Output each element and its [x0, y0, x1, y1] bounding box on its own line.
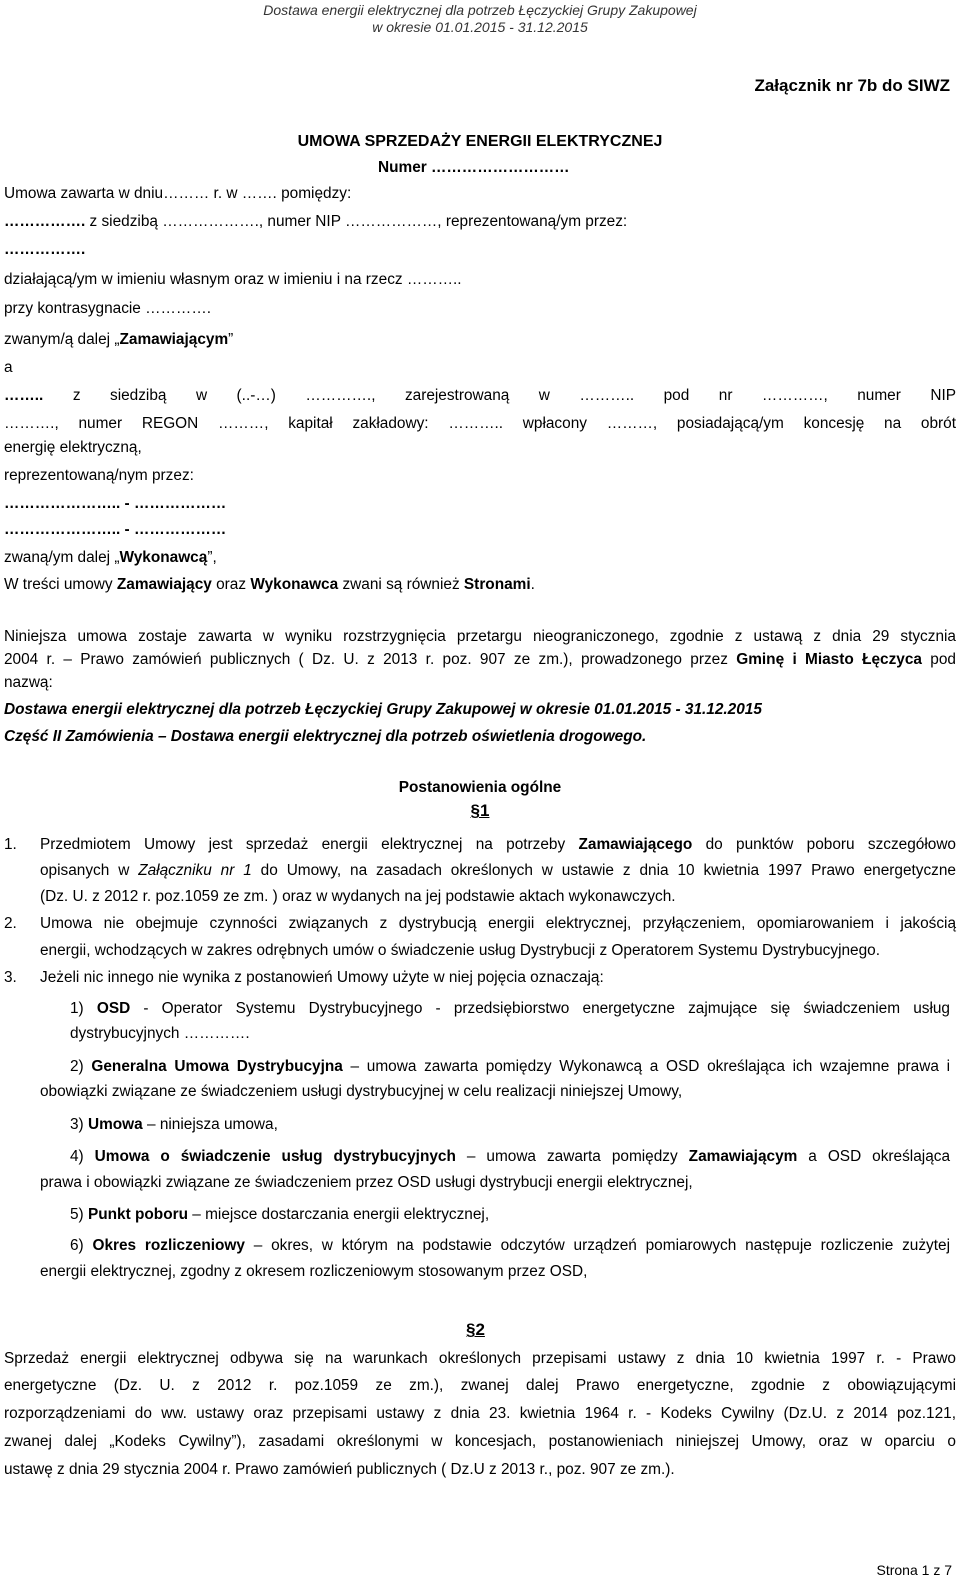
- intro-line-10: energię elektryczną,: [4, 439, 142, 456]
- zwana-text: zwaną/ym dalej „: [4, 549, 120, 566]
- section2-line-2: energetyczne (Dz. U. z 2012 r. poz.1059 ze zm.), zwanej dalej Prawo energetyczne, zgodnie z obowiązującymi: [4, 1377, 956, 1394]
- def-3-num: 3): [70, 1116, 88, 1133]
- definition-4-line-2: prawa i obowiązki związane ze świadczeniem przez OSD usługi dystrybucji energii elektrycznej,: [40, 1174, 693, 1191]
- party2-details: z siedzibą w (..-…) …………., zarejestrowaną w ……….. pod nr …………, numer NIP: [72, 387, 957, 404]
- section2-line-3: rozporządzeniami do ww. ustawy oraz przepisami ustawy z dnia 23. kwietnia 1964 r. - Kodeks Cywilny (Dz.U. z 2014 poz.121,: [4, 1405, 956, 1422]
- def-4-text-a: – umowa zawarta pomiędzy: [455, 1148, 689, 1165]
- intro-line-3: [4, 240, 956, 260]
- item-1-number: 1.: [4, 836, 17, 853]
- def-2-term: Generalna Umowa Dystrybucyjna: [91, 1058, 343, 1075]
- running-header-line1: Dostawa energii elektrycznej dla potrzeb Łęczyckiej Grupy Zakupowej: [263, 2, 697, 18]
- quote-close-2: ”,: [207, 549, 217, 566]
- definition-3: [70, 1115, 960, 1135]
- def-5-term: Punkt poboru: [87, 1206, 188, 1223]
- intro-line-11: reprezentowaną/nym przez:: [4, 467, 194, 484]
- definition-1-line-1: [40, 999, 950, 1019]
- paragraph-2-symbol-text: §2: [466, 1320, 485, 1339]
- def-4-num: 4): [70, 1148, 95, 1165]
- definition-6-line-2: energii elektrycznej, zgodny z okresem rozliczeniowym stosowanym przez OSD,: [40, 1263, 588, 1280]
- definition-1-line-2: dystrybucyjnych ………….: [70, 1025, 250, 1042]
- def-6-text: – okres, w którym na podstawie odczytów urządzeń pomiarowych następuje rozliczenie zużytej: [244, 1237, 950, 1254]
- definition-4-line-1: [40, 1147, 950, 1167]
- period: .: [530, 576, 535, 593]
- def-1-num: 1): [70, 1000, 97, 1017]
- paragraph-2-symbol: [466, 1320, 526, 1340]
- basis-pod: pod: [921, 651, 956, 668]
- item-1-text-c: do punktów poboru szczegółowo: [692, 836, 956, 853]
- attachment-ref: Załączniku nr 1: [138, 862, 252, 879]
- page-number: Strona 1 z 7: [876, 1562, 952, 1578]
- item-1-text-a: Przedmiotem Umowy jest sprzedaż energii elektrycznej na potrzeby: [40, 836, 579, 853]
- def-4-term-2: Zamawiającym: [688, 1148, 798, 1165]
- contract-title-text: UMOWA SPRZEDAŻY ENERGII ELEKTRYCZNEJ: [297, 133, 663, 150]
- section2-line-4: zwanej dalej „Kodeks Cywilny”), zasadami określonymi w koncesjach, postanowieniach niniejszej Umowy, oraz w oparciu o: [4, 1433, 956, 1450]
- item-3-line-1: Jeżeli nic innego nie wynika z postanowień Umowy użyte w niej pojęcia oznaczają:: [40, 969, 604, 986]
- section2-line-5: ustawę z dnia 29 stycznia 2004 r. Prawo zamówień publicznych ( Dz.U z 2013 r., poz. 907 ze zm.).: [4, 1461, 675, 1478]
- tender-part: Część II Zamówienia – Dostawa energii elektrycznej dla potrzeb oświetlenia drogowego.: [4, 728, 647, 745]
- zamawiajacym-term: Zamawiającym: [119, 331, 229, 348]
- basis-line-1: Niniejsza umowa zostaje zawarta w wyniku rozstrzygnięcia przetargu nieograniczonego, zgodnie z ustawą z dnia 29 stycznia: [4, 628, 956, 645]
- intro-line-13: [4, 520, 956, 540]
- item-1-line-1: [40, 835, 956, 855]
- paragraph-1-symbol: [0, 801, 960, 821]
- def-6-num: 6): [70, 1237, 93, 1254]
- party1-rep: …………….: [4, 241, 86, 258]
- item-1-text-d: opisanych w: [40, 862, 139, 879]
- party1-details: z siedzibą ………………., numer NIP ………………, reprezentowaną/ym przez:: [89, 213, 628, 230]
- basis-line-2: [4, 650, 956, 670]
- general-heading-text: Postanowienia ogólne: [398, 779, 562, 796]
- def-6-term: Okres rozliczeniowy: [92, 1237, 245, 1254]
- def-3-term: Umowa: [87, 1116, 143, 1133]
- definition-2-line-1: [40, 1057, 950, 1077]
- wykonawca-term: Wykonawcą: [119, 549, 208, 566]
- party2-rep-2: ………………….. - ………………: [4, 521, 227, 538]
- item-1-text-e: do Umowy, na zasadach określonych w ustawie z dnia 10 kwietnia 1997 Prawo energetyczne: [251, 862, 956, 879]
- definition-5: [70, 1205, 960, 1225]
- party1-name: …………….: [4, 213, 90, 230]
- intro-line-12: [4, 494, 956, 514]
- party2-name: ……..: [4, 387, 73, 404]
- def-4-text-b: a OSD określająca: [797, 1148, 951, 1165]
- def-2-text: – umowa zawarta pomiędzy Wykonawcą a OSD określająca ich wzajemne prawa i: [342, 1058, 950, 1075]
- intro-line-6: [4, 330, 956, 350]
- definition-6-line-1: [40, 1236, 950, 1256]
- general-heading: [0, 778, 960, 798]
- intro-line-2: [4, 212, 956, 232]
- item-2-number: 2.: [4, 915, 17, 932]
- intro-line-4: działającą/ym w imieniu własnym oraz w imieniu i na rzecz ………..: [4, 271, 462, 288]
- basis-line-3: nazwą:: [4, 674, 53, 691]
- attachment-label: Załącznik nr 7b do SIWZ: [754, 76, 950, 95]
- def-5-num: 5): [70, 1206, 88, 1223]
- stronami-text-3: zwani są również: [338, 576, 464, 593]
- party2-rep-1: ………………….. - ………………: [4, 495, 227, 512]
- basis-text: 2004 r. – Prawo zamówień publicznych ( Dz. U. z 2013 r. poz. 907 ze zm.), prowadzonego przez: [4, 651, 737, 668]
- contract-number: [378, 158, 678, 178]
- def-1-text: - Operator Systemu Dystrybucyjnego - przedsiębiorstwo energetyczne zajmujące się świadczeniem usług: [130, 1000, 950, 1017]
- intro-line-5: przy kontrasygnacie ………….: [4, 300, 211, 317]
- item-1-term: Zamawiającego: [578, 836, 693, 853]
- item-3-number: 3.: [4, 969, 17, 986]
- zamawiajacy-term: Zamawiający: [116, 576, 212, 593]
- paragraph-1-symbol-text: §1: [470, 801, 490, 820]
- item-2-line-1: Umowa nie obejmuje czynności związanych z dystrybucją energii elektrycznej, przyłączeniem, opomiarowaniem i jakością: [40, 915, 956, 932]
- item-1-line-3: (Dz. U. z 2012 r. poz.1059 ze zm. ) oraz w wydanych na jej podstawie aktach wykonawczych.: [40, 888, 676, 905]
- zwanym-text: zwanym/ą dalej „: [4, 331, 120, 348]
- def-5-text: – miejsce dostarczania energii elektrycznej,: [188, 1206, 490, 1223]
- tender-title: Dostawa energii elektrycznej dla potrzeb Łęczyckiej Grupy Zakupowej w okresie 01.01.2015 - 31.12.2015: [4, 701, 762, 718]
- def-3-text: – niniejsza umowa,: [142, 1116, 278, 1133]
- def-2-num: 2): [70, 1058, 92, 1075]
- intro-line-1: Umowa zawarta w dniu……… r. w ……. pomiędzy:: [4, 185, 352, 202]
- contract-number-text: Numer ………………………: [378, 159, 570, 176]
- wykonawca-term-2: Wykonawca: [250, 576, 339, 593]
- item-1-line-2: [40, 861, 956, 881]
- intro-line-15: [4, 575, 956, 595]
- stronami-term: Stronami: [463, 576, 531, 593]
- intro-line-8: [4, 386, 956, 406]
- def-1-term: OSD: [96, 1000, 131, 1017]
- def-4-term: Umowa o świadczenie usług dystrybucyjnych: [94, 1148, 456, 1165]
- gmina-name: Gminę i Miasto Łęczyca: [736, 651, 922, 668]
- item-2-line-2: energii, wchodzących w zakres odrębnych umów o świadczenie usług Dystrybucji z Operatorem Systemu Dystrybucyjnego.: [40, 942, 880, 959]
- intro-line-7: a: [4, 359, 13, 376]
- definition-2-line-2: obowiązki związane ze świadczeniem usługi dystrybucyjnej w celu realizacji niniejszej Umowy,: [40, 1083, 683, 1100]
- intro-line-14: [4, 548, 956, 568]
- stronami-text-1: W treści umowy: [4, 576, 117, 593]
- contract-title: [4, 132, 956, 152]
- section2-line-1: Sprzedaż energii elektrycznej odbywa się na warunkach określonych przepisami ustawy z dnia 10 kwietnia 1997 r. - Prawo: [4, 1350, 956, 1367]
- intro-line-9: ………., numer REGON ………, kapitał zakładowy: ……….. wpłacony ………, posiadającą/ym koncesję na obrót: [4, 415, 956, 432]
- quote-close: ”: [228, 331, 234, 348]
- stronami-text-2: oraz: [211, 576, 251, 593]
- running-header-line2: w okresie 01.01.2015 - 31.12.2015: [372, 19, 588, 35]
